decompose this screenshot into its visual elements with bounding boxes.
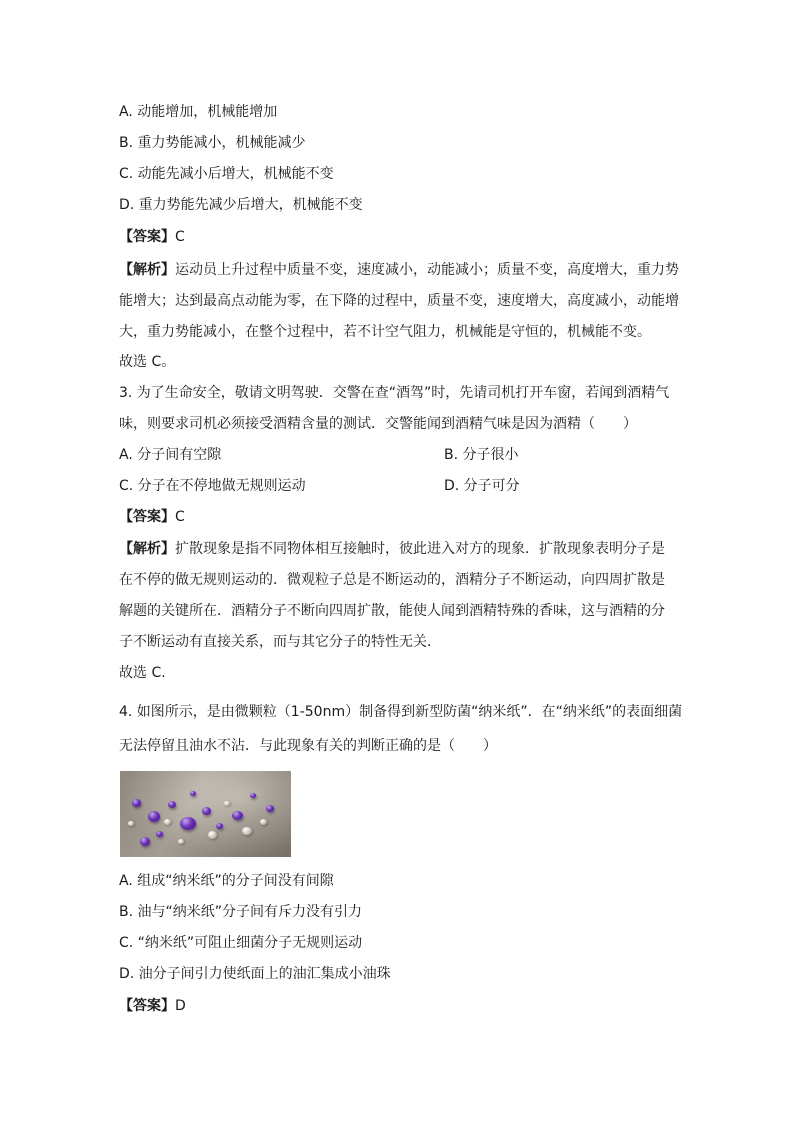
answer-value: D <box>175 998 186 1014</box>
answer-value: C <box>175 509 185 525</box>
purple-droplet <box>216 823 223 829</box>
purple-droplet <box>140 837 150 846</box>
purple-droplet <box>250 793 256 798</box>
q3-conclusion: 故选 C. <box>119 665 166 681</box>
clear-droplet <box>224 801 230 806</box>
q2-option-c: C. 动能先减小后增大，机械能不变 <box>119 166 334 182</box>
q3-analysis-line-1 <box>119 539 665 559</box>
q4-option-a: A. 组成“纳米纸”的分子间没有间隙 <box>119 873 334 889</box>
q2-analysis-line-1 <box>119 260 679 280</box>
clear-droplet <box>128 821 134 826</box>
clear-droplet <box>260 819 267 825</box>
q2-answer <box>119 227 185 247</box>
q4-stem-line-2: 无法停留且油水不沾．与此现象有关的判断正确的是（ ） <box>119 738 497 754</box>
clear-droplet <box>208 831 217 839</box>
q2-analysis-line-3: 大，重力势能减小，在整个过程中，若不计空气阻力，机械能是守恒的，机械能不变。 <box>119 324 651 340</box>
q3-analysis-line-4: 子不断运动有直接关系，而与其它分子的特性无关． <box>119 634 441 650</box>
answer-tag: 【答案】 <box>119 998 175 1014</box>
analysis-tag: 【解析】 <box>119 262 175 278</box>
q3-stem-line-1: 3. 为了生命安全，敬请文明驾驶．交警在查“酒驾”时，先请司机打开车窗，若闻到酒精气 <box>119 385 670 401</box>
analysis-text: 运动员上升过程中质量不变，速度减小，动能减小；质量不变，高度增大，重力势 <box>175 262 679 278</box>
q3-answer <box>119 507 185 527</box>
purple-droplet <box>180 817 196 830</box>
q2-option-a: A. 动能增加，机械能增加 <box>119 104 278 120</box>
purple-droplet <box>232 811 243 820</box>
purple-droplet <box>132 799 141 807</box>
answer-value: C <box>175 229 185 245</box>
q4-stem-line-1: 4. 如图所示，是由微颗粒（1-50nm）制备得到新型防菌“纳米纸”．在“纳米纸”的表面细菌 <box>119 704 683 720</box>
analysis-text: 扩散现象是指不同物体相互接触时，彼此进入对方的现象．扩散现象表明分子是 <box>175 541 665 557</box>
purple-droplet <box>168 801 176 808</box>
q4-option-c: C. “纳米纸”可阻止细菌分子无规则运动 <box>119 935 363 951</box>
q4-answer <box>119 996 186 1016</box>
clear-droplet <box>242 827 252 835</box>
q4-option-b: B. 油与“纳米纸”分子间有斥力没有引力 <box>119 904 363 920</box>
q2-conclusion: 故选 C。 <box>119 354 176 370</box>
q2-analysis-line-2: 能增大；达到最高点动能为零，在下降的过程中，质量不变，速度增大，高度减小，动能增 <box>119 293 679 309</box>
purple-droplet <box>202 807 211 815</box>
analysis-tag: 【解析】 <box>119 541 175 557</box>
q3-stem-line-2: 味，则要求司机必须接受酒精含量的测试．交警能闻到酒精气味是因为酒精（ ） <box>119 416 637 432</box>
q3-analysis-line-2: 在不停的做无规则运动的．微观粒子总是不断运动的，酒精分子不断运动，向四周扩散是 <box>119 572 665 588</box>
clear-droplet <box>178 839 184 844</box>
clear-droplet <box>164 819 171 825</box>
purple-droplet <box>156 831 163 837</box>
purple-droplet <box>266 805 274 812</box>
q4-option-d: D. 油分子间引力使纸面上的油汇集成小油珠 <box>119 966 391 982</box>
q2-option-d: D. 重力势能先减少后增大，机械能不变 <box>119 197 363 213</box>
nano-paper-droplets-photo <box>120 771 291 857</box>
q3-option-b: B. 分子很小 <box>444 447 519 463</box>
q2-option-b: B. 重力势能减小，机械能减少 <box>119 135 306 151</box>
q3-option-c: C. 分子在不停地做无规则运动 <box>119 478 306 494</box>
q3-analysis-line-3: 解题的关键所在．酒精分子不断向四周扩散，能使人闻到酒精特殊的香味，这与酒精的分 <box>119 603 665 619</box>
answer-tag: 【答案】 <box>119 509 175 525</box>
purple-droplet <box>190 791 196 796</box>
q3-option-a: A. 分子间有空隙 <box>119 447 222 463</box>
q3-option-d: D. 分子可分 <box>444 478 520 494</box>
answer-tag: 【答案】 <box>119 229 175 245</box>
purple-droplet <box>148 811 160 822</box>
